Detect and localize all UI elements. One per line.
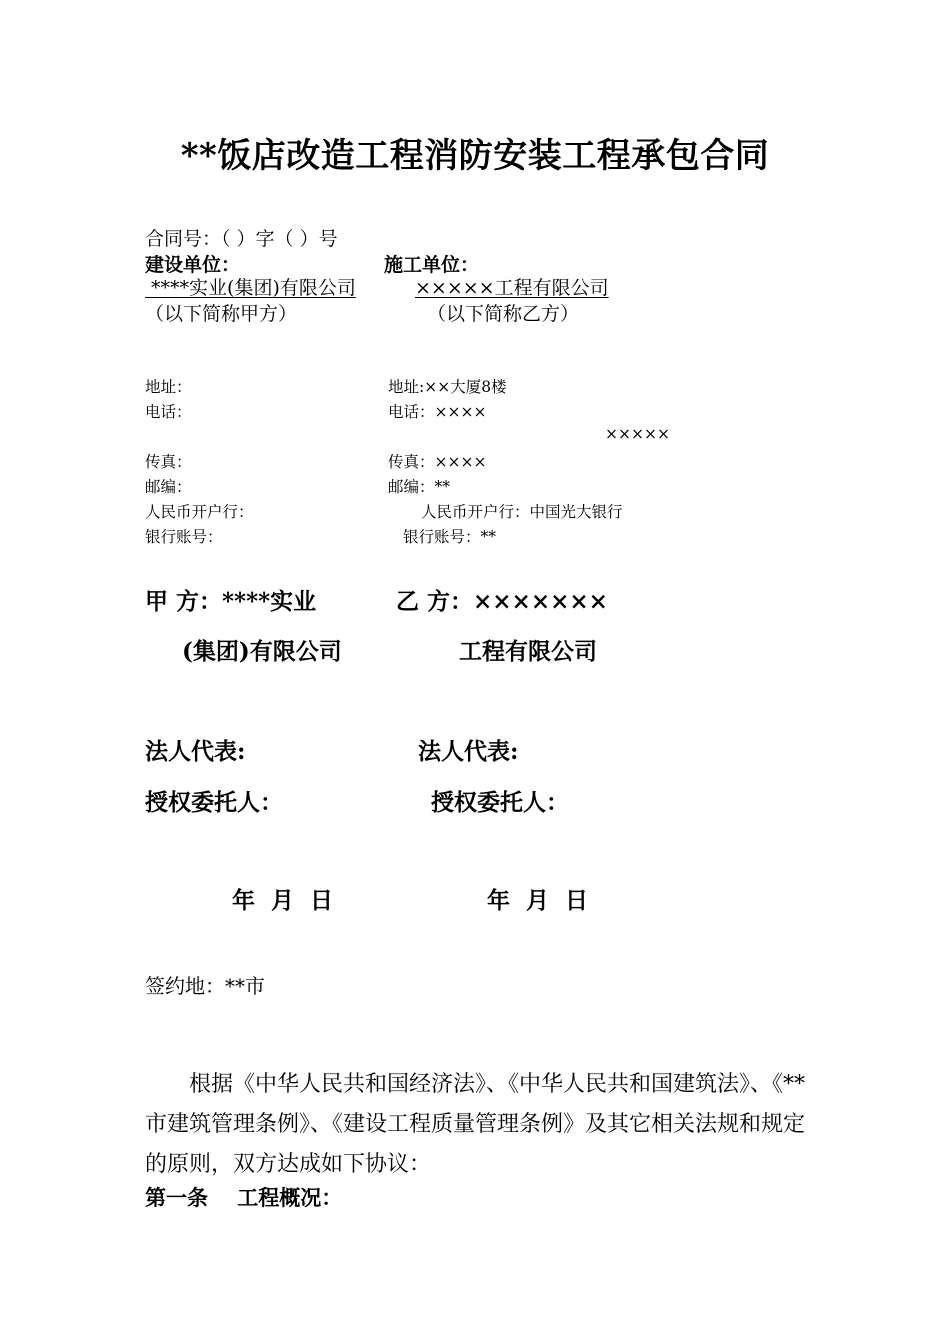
party-b-postcode: 邮编：** (388, 478, 451, 496)
party-a-bank: 人民币开户行： (145, 503, 254, 521)
document-title: **饭店改造工程消防安装工程承包合同 (180, 136, 770, 176)
party-a-postcode: 邮编： (145, 478, 192, 496)
authorized-agent-b: 授权委托人： (431, 789, 569, 816)
signing-place: 签约地：**市 (145, 974, 265, 998)
party-a-fax: 传真： (145, 453, 192, 471)
preamble-text: 根据《中华人民共和国经济法》、《中华人民共和国建筑法》、《**市建筑管理条例》、《建设工程质量管理条例》及其它相关法规和规定的原则，双方达成如下协议： (145, 1072, 806, 1177)
party-a-address: 地址： (145, 378, 192, 396)
party-b-account: 银行账号：** (403, 528, 497, 546)
signature-party-a-line1: 甲 方：****实业 (145, 588, 317, 615)
preamble-paragraph (145, 1065, 810, 1185)
date-a: 年 月 日 (232, 887, 334, 914)
party-b-label: 施工单位： (384, 254, 480, 276)
party-b-phone-extra: ××××× (605, 425, 670, 443)
authorized-agent-a: 授权委托人： (145, 789, 283, 816)
party-b-phone: 电话：×××× (388, 403, 487, 421)
party-a-alias: （以下简称甲方） (145, 303, 298, 325)
party-b-bank: 人民币开户行：中国光大银行 (421, 503, 623, 521)
contract-number: 合同号：（ ）字（ ）号 (145, 228, 338, 250)
party-a-account: 银行账号： (145, 528, 223, 546)
signature-party-b-line2: 工程有限公司 (459, 638, 597, 665)
party-b-alias: （以下简称乙方） (427, 303, 580, 325)
signature-party-a-line2: (集团)有限公司 (182, 638, 342, 665)
party-b-address: 地址:××大厦8楼 (388, 378, 507, 396)
article-1-heading: 第一条 工程概况： (145, 1185, 343, 1210)
party-a-name: ****实业(集团)有限公司 (145, 277, 356, 299)
signature-party-b-line1: 乙 方：××××××× (396, 588, 608, 615)
party-b-fax: 传真：×××× (388, 453, 487, 471)
party-a-phone: 电话： (145, 403, 192, 421)
legal-representative-a: 法人代表: (145, 738, 246, 765)
party-a-label: 建设单位： (145, 254, 241, 276)
legal-representative-b: 法人代表: (418, 738, 519, 765)
date-b: 年 月 日 (487, 887, 589, 914)
party-b-name: ×××××工程有限公司 (415, 277, 609, 299)
